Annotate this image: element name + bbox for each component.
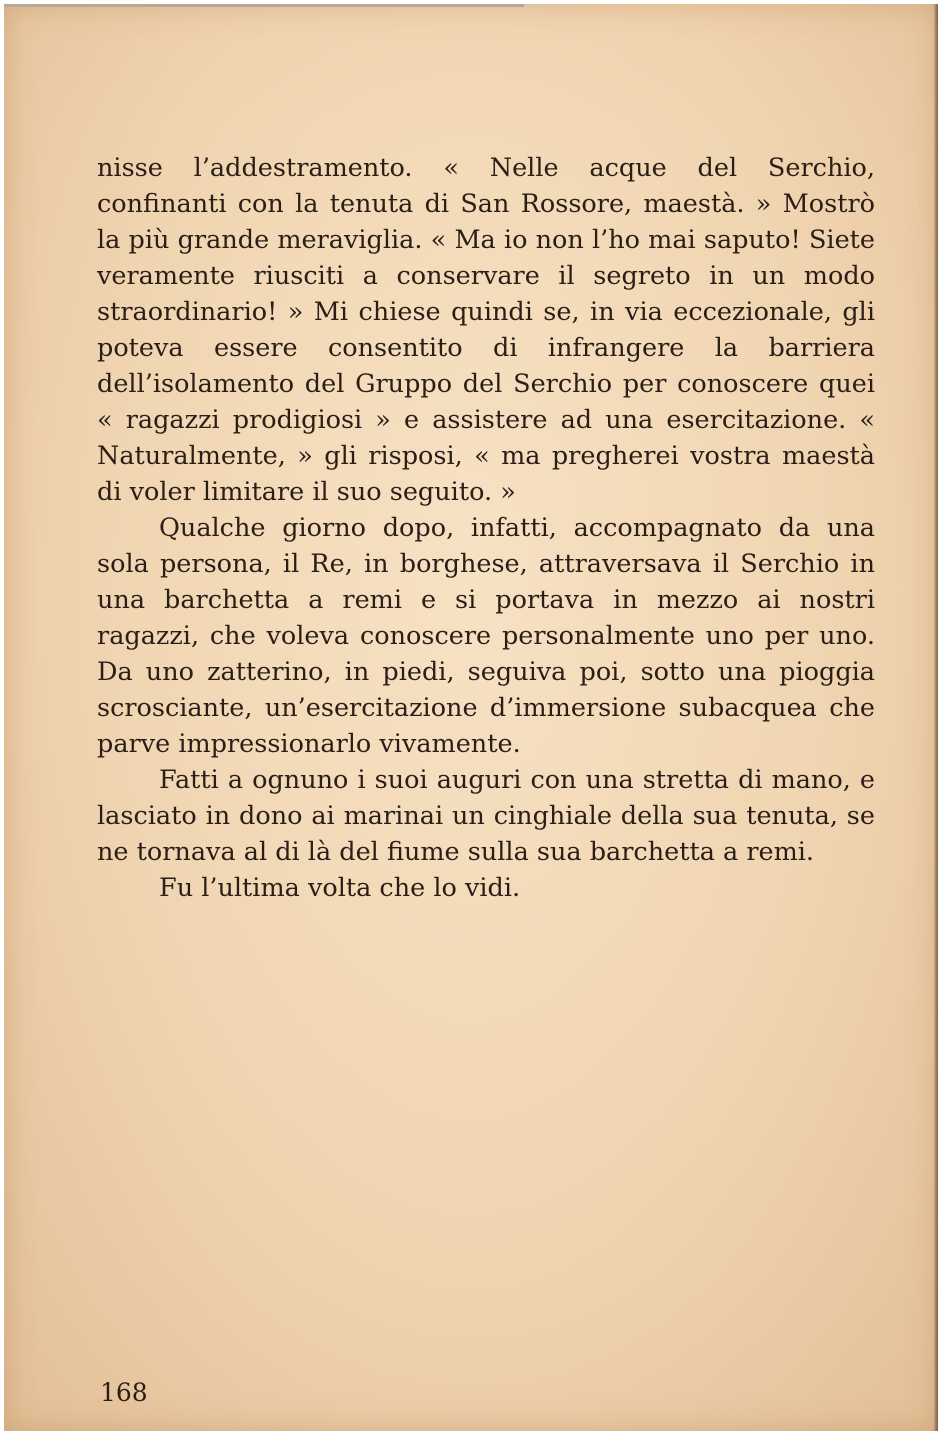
paragraph-2: Qualche giorno dopo, infatti, accompagnato da una sola persona, il Re, in borghese, attraversava il Serchio in una barchetta a remi e si portava in mezzo ai nostri ragazzi, che voleva conoscere personalmente uno per uno. Da uno zatterino, in piedi, seguiva poi, sotto una pioggia scrosciante, un’esercitazione d’immersione subacquea che parve impressionarlo vivamente. bbox=[97, 513, 875, 759]
page-number: 168 bbox=[100, 1378, 148, 1407]
scan-top-edge bbox=[4, 4, 524, 7]
page-right-edge bbox=[934, 4, 938, 1431]
book-page bbox=[4, 4, 938, 1431]
body-text bbox=[97, 150, 875, 906]
paragraph-4: Fu l’ultima volta che lo vidi. bbox=[159, 873, 521, 903]
paragraph-1: nisse l’addestramento. « Nelle acque del Serchio, confinanti con la tenuta di San Rossore, maestà. » Mostrò la più grande meraviglia. « Ma io non l’ho mai saputo! Siete veramente riusciti a conservare il segreto in un modo straordinario! » Mi chiese quindi se, in via eccezionale, gli poteva essere consentito di infrangere la barriera dell’isolamento del Gruppo del Serchio per conoscere quei « ragazzi prodigiosi » e assistere ad una esercitazione. « Naturalmente, » gli risposi, « ma pregherei vostra maestà di voler limitare il suo seguito. » bbox=[97, 153, 875, 507]
paragraph-3: Fatti a ognuno i suoi auguri con una stretta di mano, e lasciato in dono ai marinai un cinghiale della sua tenuta, se ne tornava al di là del fiume sulla sua barchetta a remi. bbox=[97, 765, 875, 867]
